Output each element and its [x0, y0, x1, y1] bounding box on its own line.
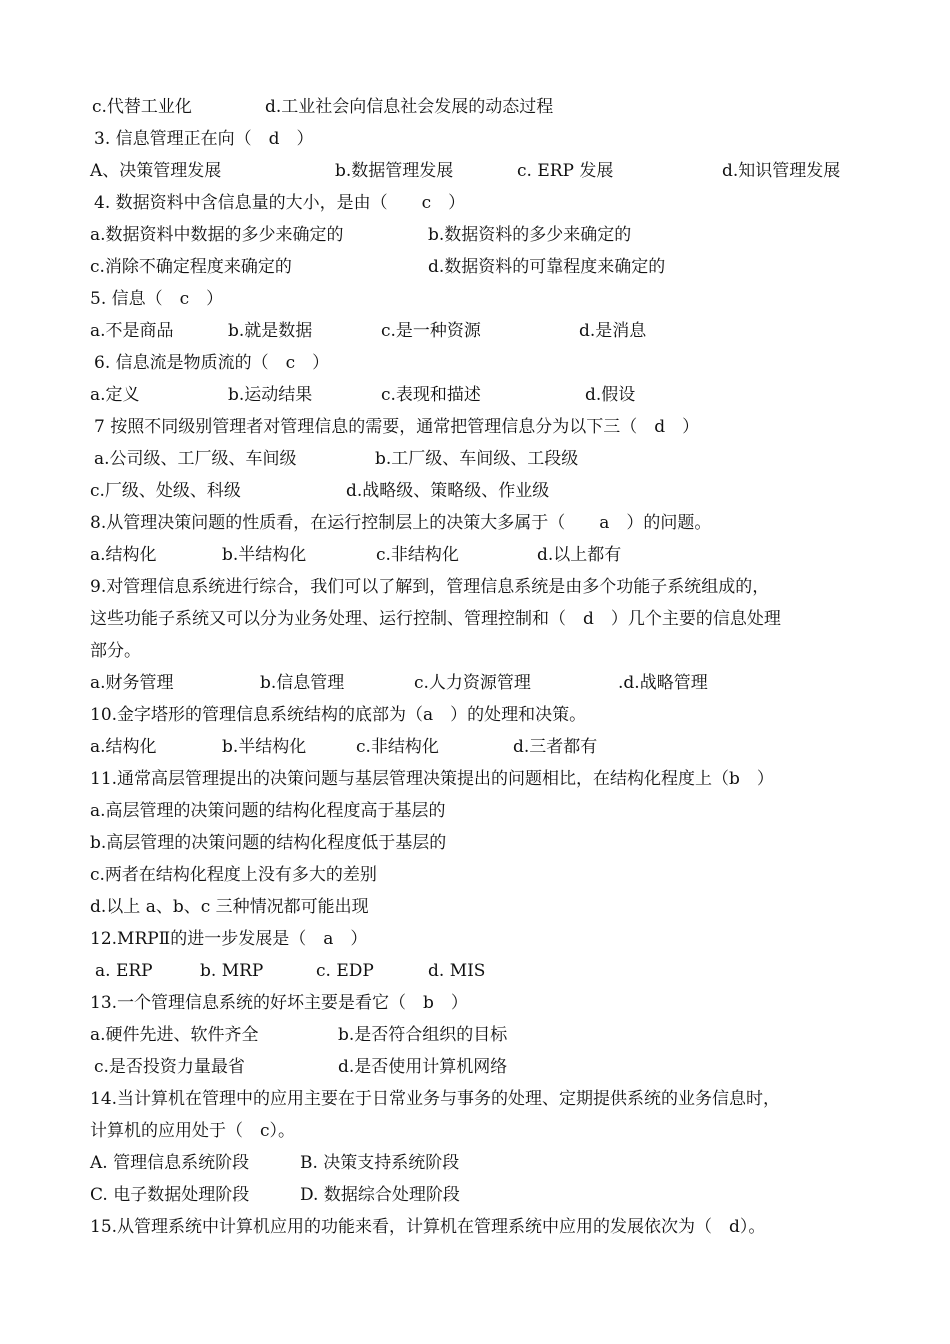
question-text: 7 按照不同级别管理者对管理信息的需要，通常把管理信息分为以下三（ d ）: [94, 417, 700, 437]
option-text: a.高层管理的决策问题的结构化程度高于基层的: [90, 801, 446, 821]
option-b: b.工厂级、车间级、工段级: [375, 449, 579, 469]
option-a: a.硬件先进、软件齐全: [90, 1025, 259, 1045]
question-text: 10.金字塔形的管理信息系统结构的底部为（a ）的处理和决策。: [90, 705, 587, 725]
option-a: a.不是商品: [90, 321, 174, 341]
option-a: a.结构化: [90, 737, 157, 757]
option-b: b.运动结果: [228, 385, 313, 405]
option-a: a.定义: [90, 385, 140, 405]
option-d: d.是否使用计算机网络: [338, 1057, 508, 1077]
option-c: c. ERP 发展: [517, 161, 614, 181]
option-text: b.高层管理的决策问题的结构化程度低于基层的: [90, 833, 447, 853]
option-d: .d.战略管理: [618, 673, 708, 693]
option-c: c. EDP: [316, 961, 374, 981]
option-d: d.是消息: [579, 321, 647, 341]
option-d: d.战略级、策略级、作业级: [346, 481, 550, 501]
option-b: b.半结构化: [222, 737, 307, 757]
option-c: c.厂级、处级、科级: [90, 481, 241, 501]
option-a: a.数据资料中数据的多少来确定的: [90, 225, 344, 245]
option-b: b. MRP: [200, 961, 264, 981]
option-a: a.结构化: [90, 545, 157, 565]
option-d: d.以上都有: [537, 545, 622, 565]
question-text: 8.从管理决策问题的性质看，在运行控制层上的决策大多属于（ a ）的问题。: [90, 513, 712, 533]
option-d: d.假设: [585, 385, 636, 405]
option-d: d.数据资料的可靠程度来确定的: [428, 257, 666, 277]
option-a: a.财务管理: [90, 673, 174, 693]
question-text: 11.通常高层管理提出的决策问题与基层管理决策提出的问题相比，在结构化程度上（b ）: [90, 769, 774, 789]
option-d: d.工业社会向信息社会发展的动态过程: [265, 97, 554, 117]
option-b: b.信息管理: [260, 673, 345, 693]
option-c: c.表现和描述: [381, 385, 481, 405]
option-b: b.数据资料的多少来确定的: [428, 225, 632, 245]
option-c: c.是否投资力量最省: [94, 1057, 245, 1077]
option-a: A、决策管理发展: [90, 161, 222, 181]
option-c: c.非结构化: [376, 545, 459, 565]
option-c: c.是一种资源: [381, 321, 481, 341]
option-a: a. ERP: [95, 961, 153, 981]
question-text: 部分。: [90, 641, 141, 661]
question-text: 计算机的应用处于（ c）。: [90, 1121, 296, 1141]
option-d: d.三者都有: [513, 737, 598, 757]
option-b: b.是否符合组织的目标: [338, 1025, 508, 1045]
option-c: c.消除不确定程度来确定的: [90, 257, 292, 277]
option-d: d.知识管理发展: [722, 161, 841, 181]
question-text: 9.对管理信息系统进行综合，我们可以了解到，管理信息系统是由多个功能子系统组成的，: [90, 577, 770, 597]
option-text: c.两者在结构化程度上没有多大的差别: [90, 865, 377, 885]
option-c: c.人力资源管理: [414, 673, 531, 693]
option-b: B. 决策支持系统阶段: [300, 1153, 460, 1173]
option-b: b.数据管理发展: [335, 161, 454, 181]
question-text: 这些功能子系统又可以分为业务处理、运行控制、管理控制和（ d ）几个主要的信息处理: [90, 609, 781, 629]
option-d: D. 数据综合处理阶段: [300, 1185, 460, 1205]
option-b: b.就是数据: [228, 321, 313, 341]
option-c: c.非结构化: [356, 737, 439, 757]
question-text: 4. 数据资料中含信息量的大小，是由（ c ）: [94, 193, 466, 213]
option-a: A. 管理信息系统阶段: [90, 1153, 250, 1173]
option-c: c.代替工业化: [92, 97, 192, 117]
option-a: a.公司级、工厂级、车间级: [94, 449, 297, 469]
option-text: d.以上 a、b、c 三种情况都可能出现: [90, 897, 369, 917]
question-text: 3. 信息管理正在向（ d ）: [94, 129, 314, 149]
question-text: 12.MRPⅡ的进一步发展是（ a ）: [90, 929, 368, 949]
question-text: 14.当计算机在管理中的应用主要在于日常业务与事务的处理、定期提供系统的业务信息时，: [90, 1089, 781, 1109]
question-text: 13.一个管理信息系统的好坏主要是看它（ b ）: [90, 993, 468, 1013]
question-text: 5. 信息（ c ）: [90, 289, 224, 309]
option-d: d. MIS: [428, 961, 486, 981]
question-text: 15.从管理系统中计算机应用的功能来看，计算机在管理系统中应用的发展依次为（ d）。: [90, 1217, 766, 1237]
option-b: b.半结构化: [222, 545, 307, 565]
option-c: C. 电子数据处理阶段: [90, 1185, 250, 1205]
question-text: 6. 信息流是物质流的（ c ）: [94, 353, 330, 373]
